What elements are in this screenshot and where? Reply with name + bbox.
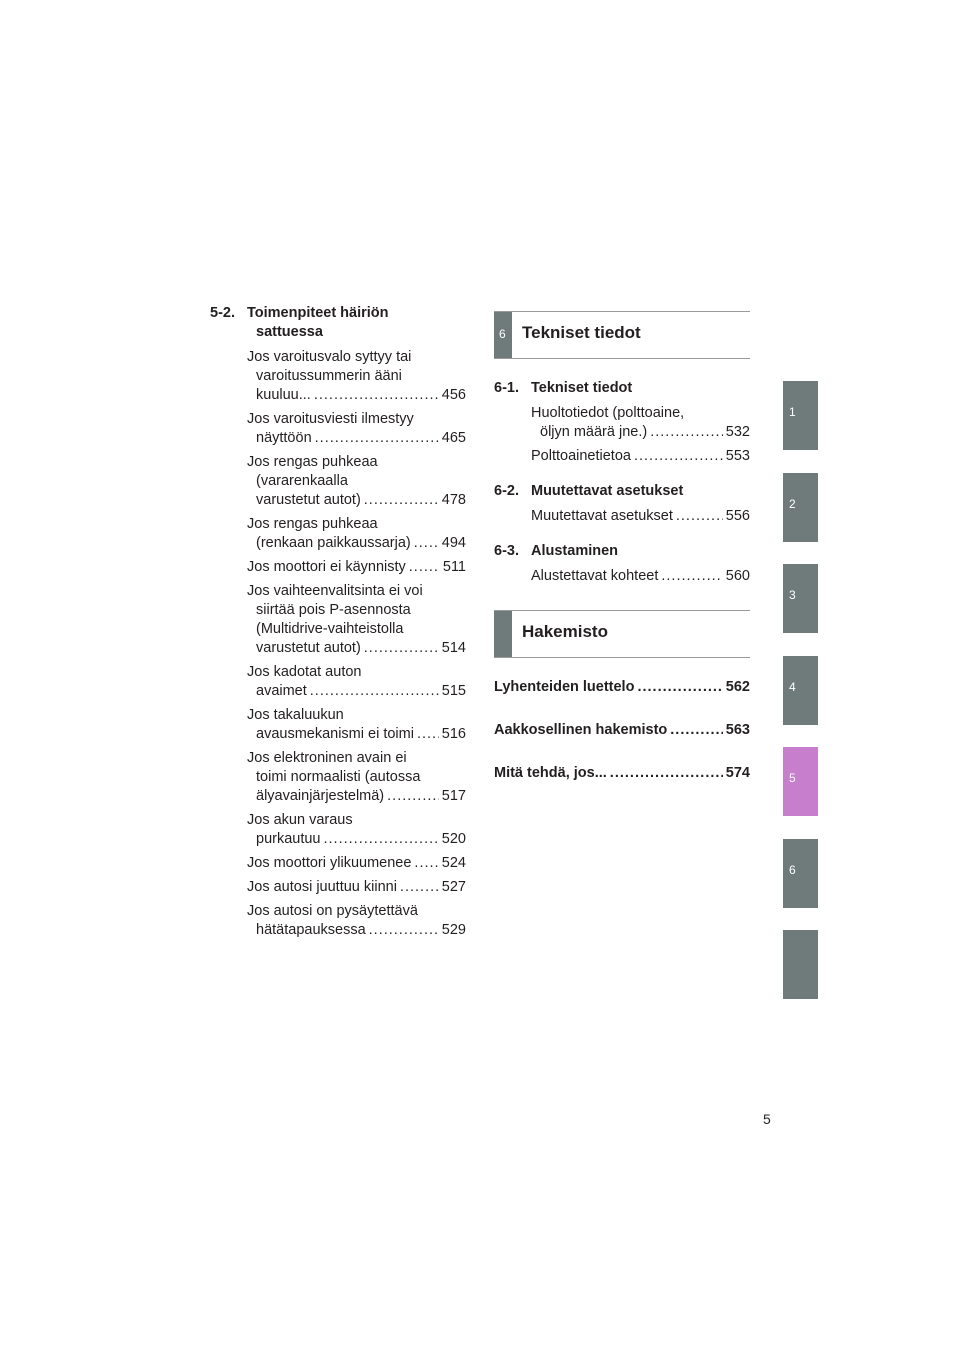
toc-entry[interactable] [247,854,466,873]
side-tab-index[interactable] [783,930,818,999]
toc-entry-text: näyttöön [256,430,312,446]
index-tab [494,611,512,657]
toc-entry-text: Jos rengas puhkeaa [247,454,378,470]
side-tab-label: 6 [789,862,796,877]
page-ref: 465 [441,430,466,446]
side-tab-3[interactable] [783,564,818,633]
toc-entry[interactable] [247,663,466,701]
toc-entry-text: Huoltotiedot (polttoaine, [531,405,685,421]
index-entry-label: Aakkosellinen hakemisto [494,722,668,738]
toc-entry[interactable] [247,453,466,510]
toc-entry-text: purkautuu [256,831,321,847]
toc-entry-text: älyavainjärjestelmä) [256,788,385,804]
chapter-6-sections [494,379,750,586]
toc-entry-text: (renkaan paikkaussarja) [256,535,411,551]
page-ref: 562 [725,679,750,695]
dot-leader [369,921,439,940]
dot-leader [661,567,722,586]
index-entries [494,678,750,783]
side-tab-label: 4 [789,679,796,694]
toc-entry-text: Jos rengas puhkeaa [247,516,378,532]
toc-entry-text: (Multidrive-vaihteistolla [256,621,404,637]
section-title: Alustaminen [531,543,619,559]
section-heading [494,542,750,561]
toc-entry-text: Jos varoitusviesti ilmestyy [247,411,414,427]
dot-leader [315,429,439,448]
toc-entry-text: Alustettavat kohteet [531,568,659,584]
side-tab-label: 2 [789,496,796,511]
section-5-2-heading [210,304,466,342]
toc-entry-text: öljyn määrä jne.) [540,424,648,440]
index-entry-label: Lyhenteiden luettelo [494,679,635,695]
section-title: Toimenpiteet häiriön sattuessa [247,305,389,340]
toc-entry-text: avausmekanismi ei toimi [256,726,414,742]
side-tab-1[interactable] [783,381,818,450]
toc-entry-text: siirtää pois P-asennosta [256,602,411,618]
dot-leader [634,447,723,466]
dot-leader [364,639,439,658]
page-ref: 478 [441,492,466,508]
index-entry[interactable] [494,721,750,740]
side-tab-label: 5 [789,771,796,785]
page-ref: 556 [725,508,750,524]
toc-right-column [494,311,750,807]
toc-entry-text: Muutettavat asetukset [531,508,673,524]
side-tab-4[interactable] [783,656,818,725]
page-ref: 456 [441,387,466,403]
section-5-2-entries [247,348,466,940]
toc-entry-text: Jos takaluukun [247,707,344,723]
toc-entry[interactable] [247,558,466,577]
section-heading [494,379,750,398]
toc-entry[interactable] [247,706,466,744]
side-tab-label: 3 [789,588,796,602]
toc-entry-text: hätätapauksessa [256,922,366,938]
dot-leader [637,678,722,697]
toc-entry-text: Jos autosi on pysäytettävä [247,903,418,919]
side-tab-5[interactable] [783,747,818,816]
toc-entry-text: Jos varoitusvalo syttyy tai [247,349,412,365]
toc-entry-text: Jos vaihteenvalitsinta ei voi [247,583,423,599]
index-entry-label: Mitä tehdä, jos... [494,765,607,781]
dot-leader [670,721,723,740]
toc-section [494,482,750,526]
page-ref: 527 [441,879,466,895]
page-ref: 515 [441,683,466,699]
toc-entry[interactable] [531,447,750,466]
toc-entry-text: Jos elektroninen avain ei [247,750,407,766]
dot-leader [400,878,439,897]
section-number: 6-1. [494,380,519,396]
side-tab-label: 1 [789,405,796,419]
side-tab-6[interactable] [783,839,818,908]
toc-entry[interactable] [247,410,466,448]
index-entry[interactable] [494,764,750,783]
toc-entry-text: Jos moottori ei käynnisty [247,559,406,575]
page-ref: 494 [441,535,466,551]
section-number: 6-3. [494,543,519,559]
dot-leader [364,491,439,510]
toc-entry[interactable] [531,567,750,586]
toc-entry-text: avaimet [256,683,307,699]
dot-leader [314,386,439,405]
toc-entry[interactable] [247,878,466,897]
index-entry[interactable] [494,678,750,697]
toc-entry[interactable] [247,515,466,553]
toc-entry-text: Jos moottori ylikuumenee [247,855,412,871]
section-title: Muutettavat asetukset [531,483,684,499]
toc-section [494,379,750,466]
page-ref: 529 [441,922,466,938]
page-ref: 516 [441,726,466,742]
dot-leader [324,830,439,849]
page-ref: 532 [725,424,750,440]
page-ref: 524 [441,855,466,871]
page-ref: 553 [725,448,750,464]
toc-entry-text: Polttoainetietoa [531,448,631,464]
toc-entry-text: (vararenkaalla [256,473,348,489]
toc-entry-text: kuuluu... [256,387,311,403]
dot-leader [610,764,723,783]
dot-leader [414,854,438,873]
page-ref: 560 [725,568,750,584]
index-header [494,610,750,658]
dot-leader [414,534,439,553]
toc-section [494,542,750,586]
toc-entry[interactable] [247,582,466,658]
toc-entry[interactable] [531,507,750,526]
chapter-6-tab: 6 [494,312,512,358]
page-ref: 517 [441,788,466,804]
toc-entry-text: varoitussummerin ääni [256,368,402,384]
toc-entry[interactable] [247,348,466,405]
toc-entry-text: varustetut autot) [256,492,361,508]
toc-entry[interactable] [531,404,750,442]
toc-entry-text: Jos autosi juuttuu kiinni [247,879,397,895]
toc-entry[interactable] [247,902,466,940]
dot-leader [676,507,723,526]
index-title: Hakemisto [522,622,608,641]
section-number: 5-2. [210,305,235,321]
toc-entry[interactable] [247,811,466,849]
dot-leader [650,423,723,442]
page-ref: 520 [441,831,466,847]
page-number: 5 [763,1111,771,1127]
toc-entry[interactable] [247,749,466,806]
page-ref: 514 [441,640,466,656]
side-tab-2[interactable] [783,473,818,542]
dot-leader [387,787,439,806]
section-heading [494,482,750,501]
toc-entry-text: Jos akun varaus [247,812,353,828]
chapter-6-title: Tekniset tiedot [522,323,641,342]
dot-leader [417,725,439,744]
toc-entry-text: toimi normaalisti (autossa [256,769,421,785]
page-ref: 511 [442,559,466,575]
page-ref: 574 [725,765,750,781]
dot-leader [409,558,440,577]
section-title: Tekniset tiedot [531,380,633,396]
dot-leader [310,682,439,701]
page-ref: 563 [725,722,750,738]
section-number: 6-2. [494,483,519,499]
toc-entry-text: varustetut autot) [256,640,361,656]
chapter-6-header [494,311,750,359]
toc-left-column [210,304,466,945]
toc-entry-text: Jos kadotat auton [247,664,362,680]
